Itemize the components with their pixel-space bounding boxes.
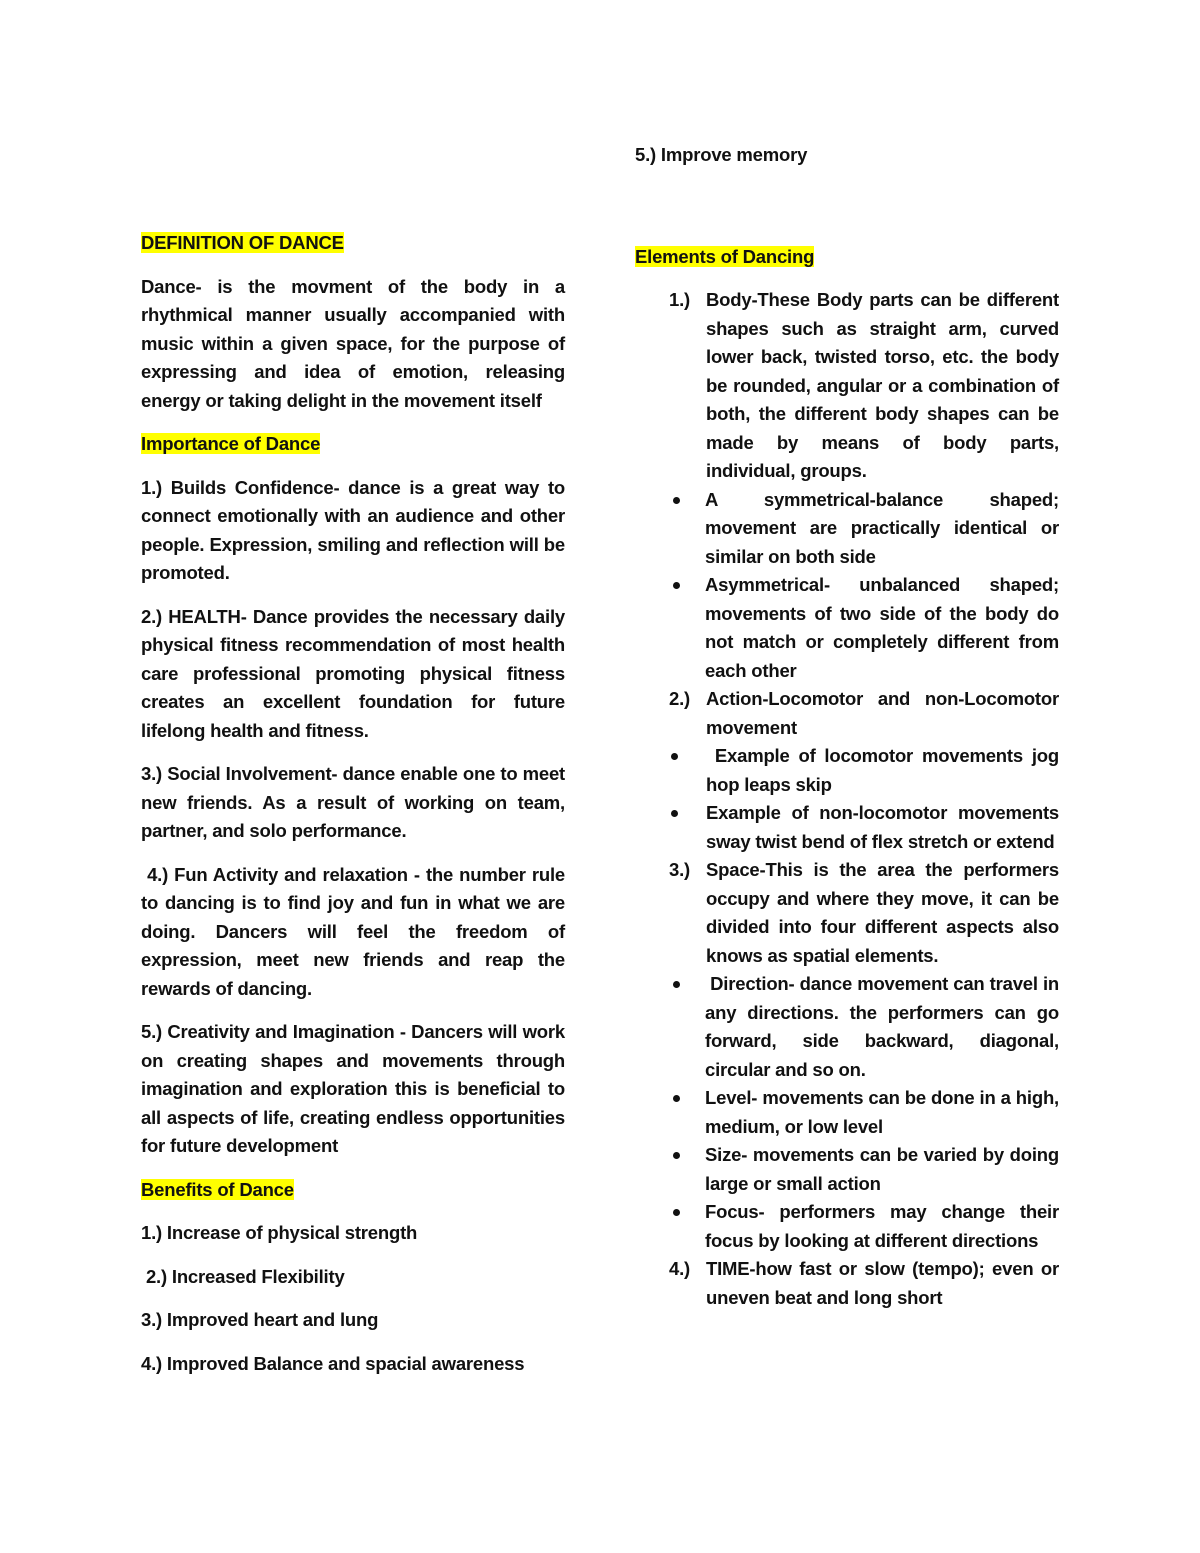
- list-item: Asymmetrical- unbalanced shaped; movements of two side of the body do not match or completely different from each other: [635, 571, 1059, 685]
- benefit-item-balance: 4.) Improved Balance and spacial awareness: [141, 1352, 525, 1374]
- list-item: Focus- performers may change their focus by looking at different directions: [635, 1198, 1059, 1255]
- body-bullets: [635, 486, 1059, 686]
- bullet-icon: [673, 497, 680, 504]
- element-body: [635, 286, 1059, 685]
- element-action: [635, 685, 1059, 742]
- list-item: Example of non-locomotor movements sway twist bend of flex stretch or extend: [635, 799, 1059, 856]
- importance-item-fun: 4.) Fun Activity and relaxation - the number rule to dancing is to find joy and fun in what we are doing. Dancers will feel the freedom of expression, meet new friends and reap the rewards of dancing.: [141, 863, 570, 999]
- benefit-item-heart-lung: 3.) Improved heart and lung: [141, 1309, 379, 1330]
- bullet-icon: [673, 1095, 680, 1102]
- elements-list: [635, 286, 1059, 742]
- bullet-icon: [673, 981, 680, 988]
- elements-heading: Elements of Dancing: [635, 245, 815, 267]
- element-action-text: Action-Locomotor and non-Locomotor movement: [706, 688, 1059, 738]
- list-item: Direction- dance movement can travel in any directions. the performers can go forward, side backward, diagonal, circular and so on.: [635, 970, 1059, 1084]
- list-item: Size- movements can be varied by doing large or small action: [635, 1141, 1059, 1198]
- importance-item-social: 3.) Social Involvement- dance enable one to meet new friends. As a result of working on team, partner, and solo performance.: [141, 763, 565, 841]
- element-body-text: Body-These Body parts can be different shapes such as straight arm, curved lower back, twisted torso, etc. the body be rounded, angular or a combination of both, the different body shapes can be made by means of body parts, individual, groups.: [706, 289, 1059, 481]
- bullet-icon: [673, 582, 680, 589]
- importance-heading: Importance of Dance: [141, 433, 321, 454]
- element-time-text: TIME-how fast or slow (tempo); even or uneven beat and long short: [706, 1258, 1059, 1308]
- left-column: [141, 229, 570, 1393]
- list-item: Level- movements can be done in a high, medium, or low level: [635, 1084, 1059, 1141]
- element-space-text: Space-This is the area the performers occupy and where they move, it can be divided into four different aspects also knows as spatial elements.: [706, 859, 1059, 966]
- bullet-icon: [671, 753, 678, 760]
- bullet-icon: [671, 810, 678, 817]
- list-item: A symmetrical-balance shaped; movement are practically identical or similar on both side: [635, 486, 1059, 572]
- importance-item-health: 2.) HEALTH- Dance provides the necessary daily physical fitness recommendation of most health care professional promoting physical fitness creates an excellent foundation for future lifelong health and fitness.: [141, 605, 565, 741]
- importance-item-confidence: 1.) Builds Confidence- dance is a great way to connect emotionally with an audience and other people. Expression, smiling and reflection will be promoted.: [141, 476, 565, 583]
- element-number: 2.): [669, 688, 690, 709]
- right-column: [635, 141, 1064, 1312]
- benefit-item-flexibility: 2.) Increased Flexibility: [141, 1265, 345, 1287]
- element-number: 1.): [669, 289, 690, 310]
- benefits-heading: Benefits of Dance: [141, 1178, 294, 1200]
- bullet-icon: [673, 1209, 680, 1216]
- element-space: [635, 856, 1064, 1255]
- element-number: 4.): [669, 1258, 690, 1279]
- list-item: Example of locomotor movements jog hop leaps skip: [635, 742, 1059, 799]
- definition-paragraph: Dance- is the movment of the body in a rhythmical manner usually accompanied with music within a given space, for the purpose of expressing and idea of emotion, releasing energy or taking delight in the movement itself: [141, 275, 565, 411]
- benefit-item-memory: 5.) Improve memory: [635, 144, 808, 165]
- action-bullets: [635, 742, 1064, 856]
- definition-heading: DEFINITION OF DANCE: [141, 232, 344, 253]
- bullet-icon: [673, 1152, 680, 1159]
- benefit-item-strength: 1.) Increase of physical strength: [141, 1222, 418, 1243]
- element-number: 3.): [669, 859, 690, 880]
- elements-list-continued: [635, 856, 1064, 1312]
- importance-item-creativity: 5.) Creativity and Imagination - Dancers will work on creating shapes and movements through imagination and exploration this is beneficial to all aspects of life, creating endless opportunities for future development: [141, 1021, 565, 1156]
- column-spacer: [635, 185, 1059, 243]
- element-time: [635, 1255, 1059, 1312]
- space-bullets: [635, 970, 1064, 1255]
